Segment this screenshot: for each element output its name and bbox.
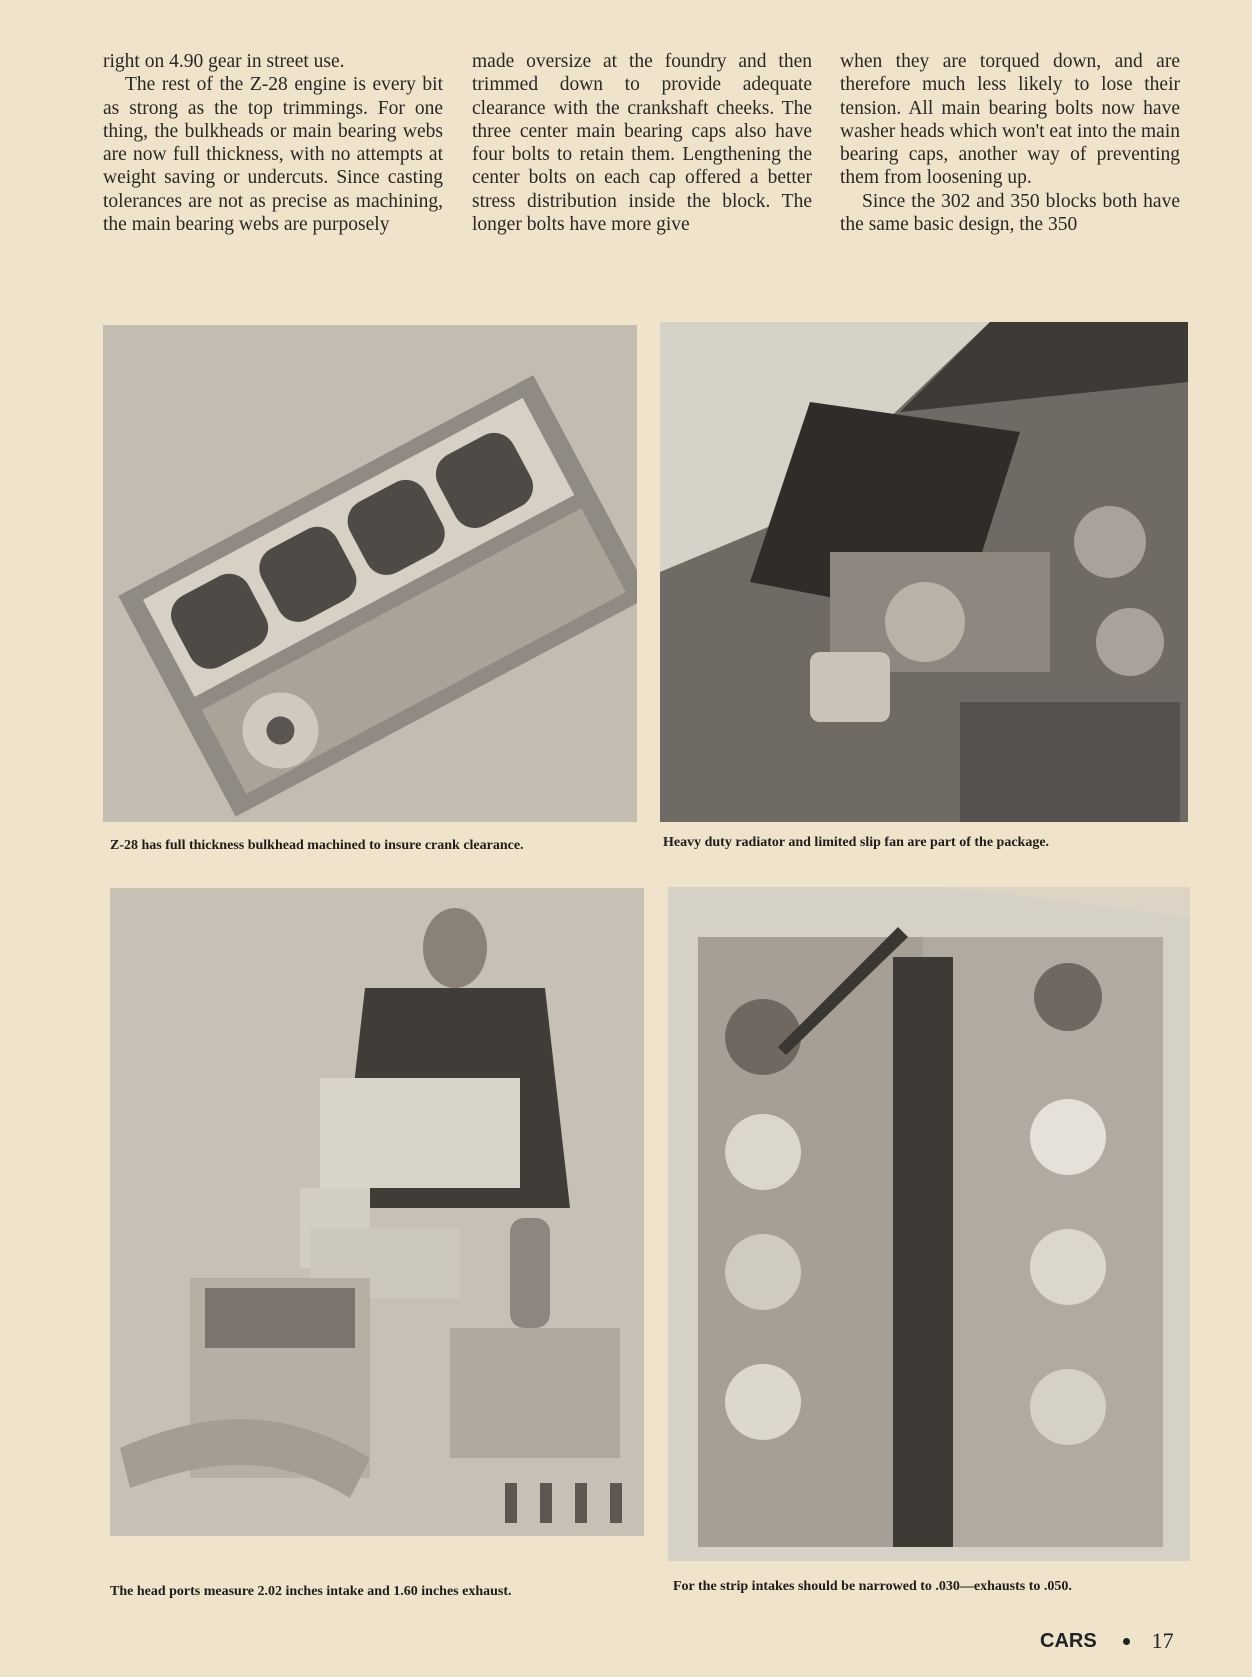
- magazine-name: CARS: [1040, 1629, 1097, 1652]
- text-column-3: [840, 50, 1180, 236]
- page-footer: [1040, 1628, 1174, 1654]
- paragraph: right on 4.90 gear in street use.: [103, 51, 345, 72]
- engine-block-caption: Z-28 has full thickness bulkhead machined to insure crank clearance.: [110, 838, 524, 853]
- text-column-1: [103, 50, 443, 236]
- page-number: 17: [1151, 1628, 1174, 1653]
- engine-parts-photo: [110, 888, 644, 1536]
- text-column-2: [472, 50, 812, 236]
- engine-parts-caption: The head ports measure 2.02 inches intake and 1.60 inches exhaust.: [110, 1584, 512, 1599]
- engine-bay-photo: [660, 322, 1188, 822]
- paragraph: The rest of the Z-28 engine is every bit as strong as the top trimmings. For one thing, the bulkheads or main bearing webs are now full thickness, with no attempts at weight saving or undercuts. Since casting tolerances are not as precise as machining, the main bearing webs are purposely: [103, 74, 443, 236]
- paragraph: when they are torqued down, and are therefore much less likely to lose their tension. All main bearing bolts now have washer heads which won't eat into the main bearing caps, another way of preventing them from loosening up.: [840, 51, 1180, 189]
- cylinder-heads-photo: [668, 887, 1190, 1561]
- engine-bay-caption: Heavy duty radiator and limited slip fan are part of the package.: [663, 835, 1050, 850]
- paragraph: Since the 302 and 350 blocks both have the same basic design, the 350: [840, 190, 1180, 236]
- cylinder-heads-caption: For the strip intakes should be narrowed to .030—exhausts to .050.: [673, 1579, 1072, 1594]
- bullet-icon: [1123, 1638, 1130, 1645]
- engine-block-photo: [103, 325, 637, 822]
- paragraph: made oversize at the foundry and then trimmed down to provide adequate clearance with the crankshaft cheeks. The three center main bearing caps also have four bolts to retain them. Lengthening the center bolts on each cap offered a better stress distribution inside the block. The longer bolts have more give: [472, 51, 812, 236]
